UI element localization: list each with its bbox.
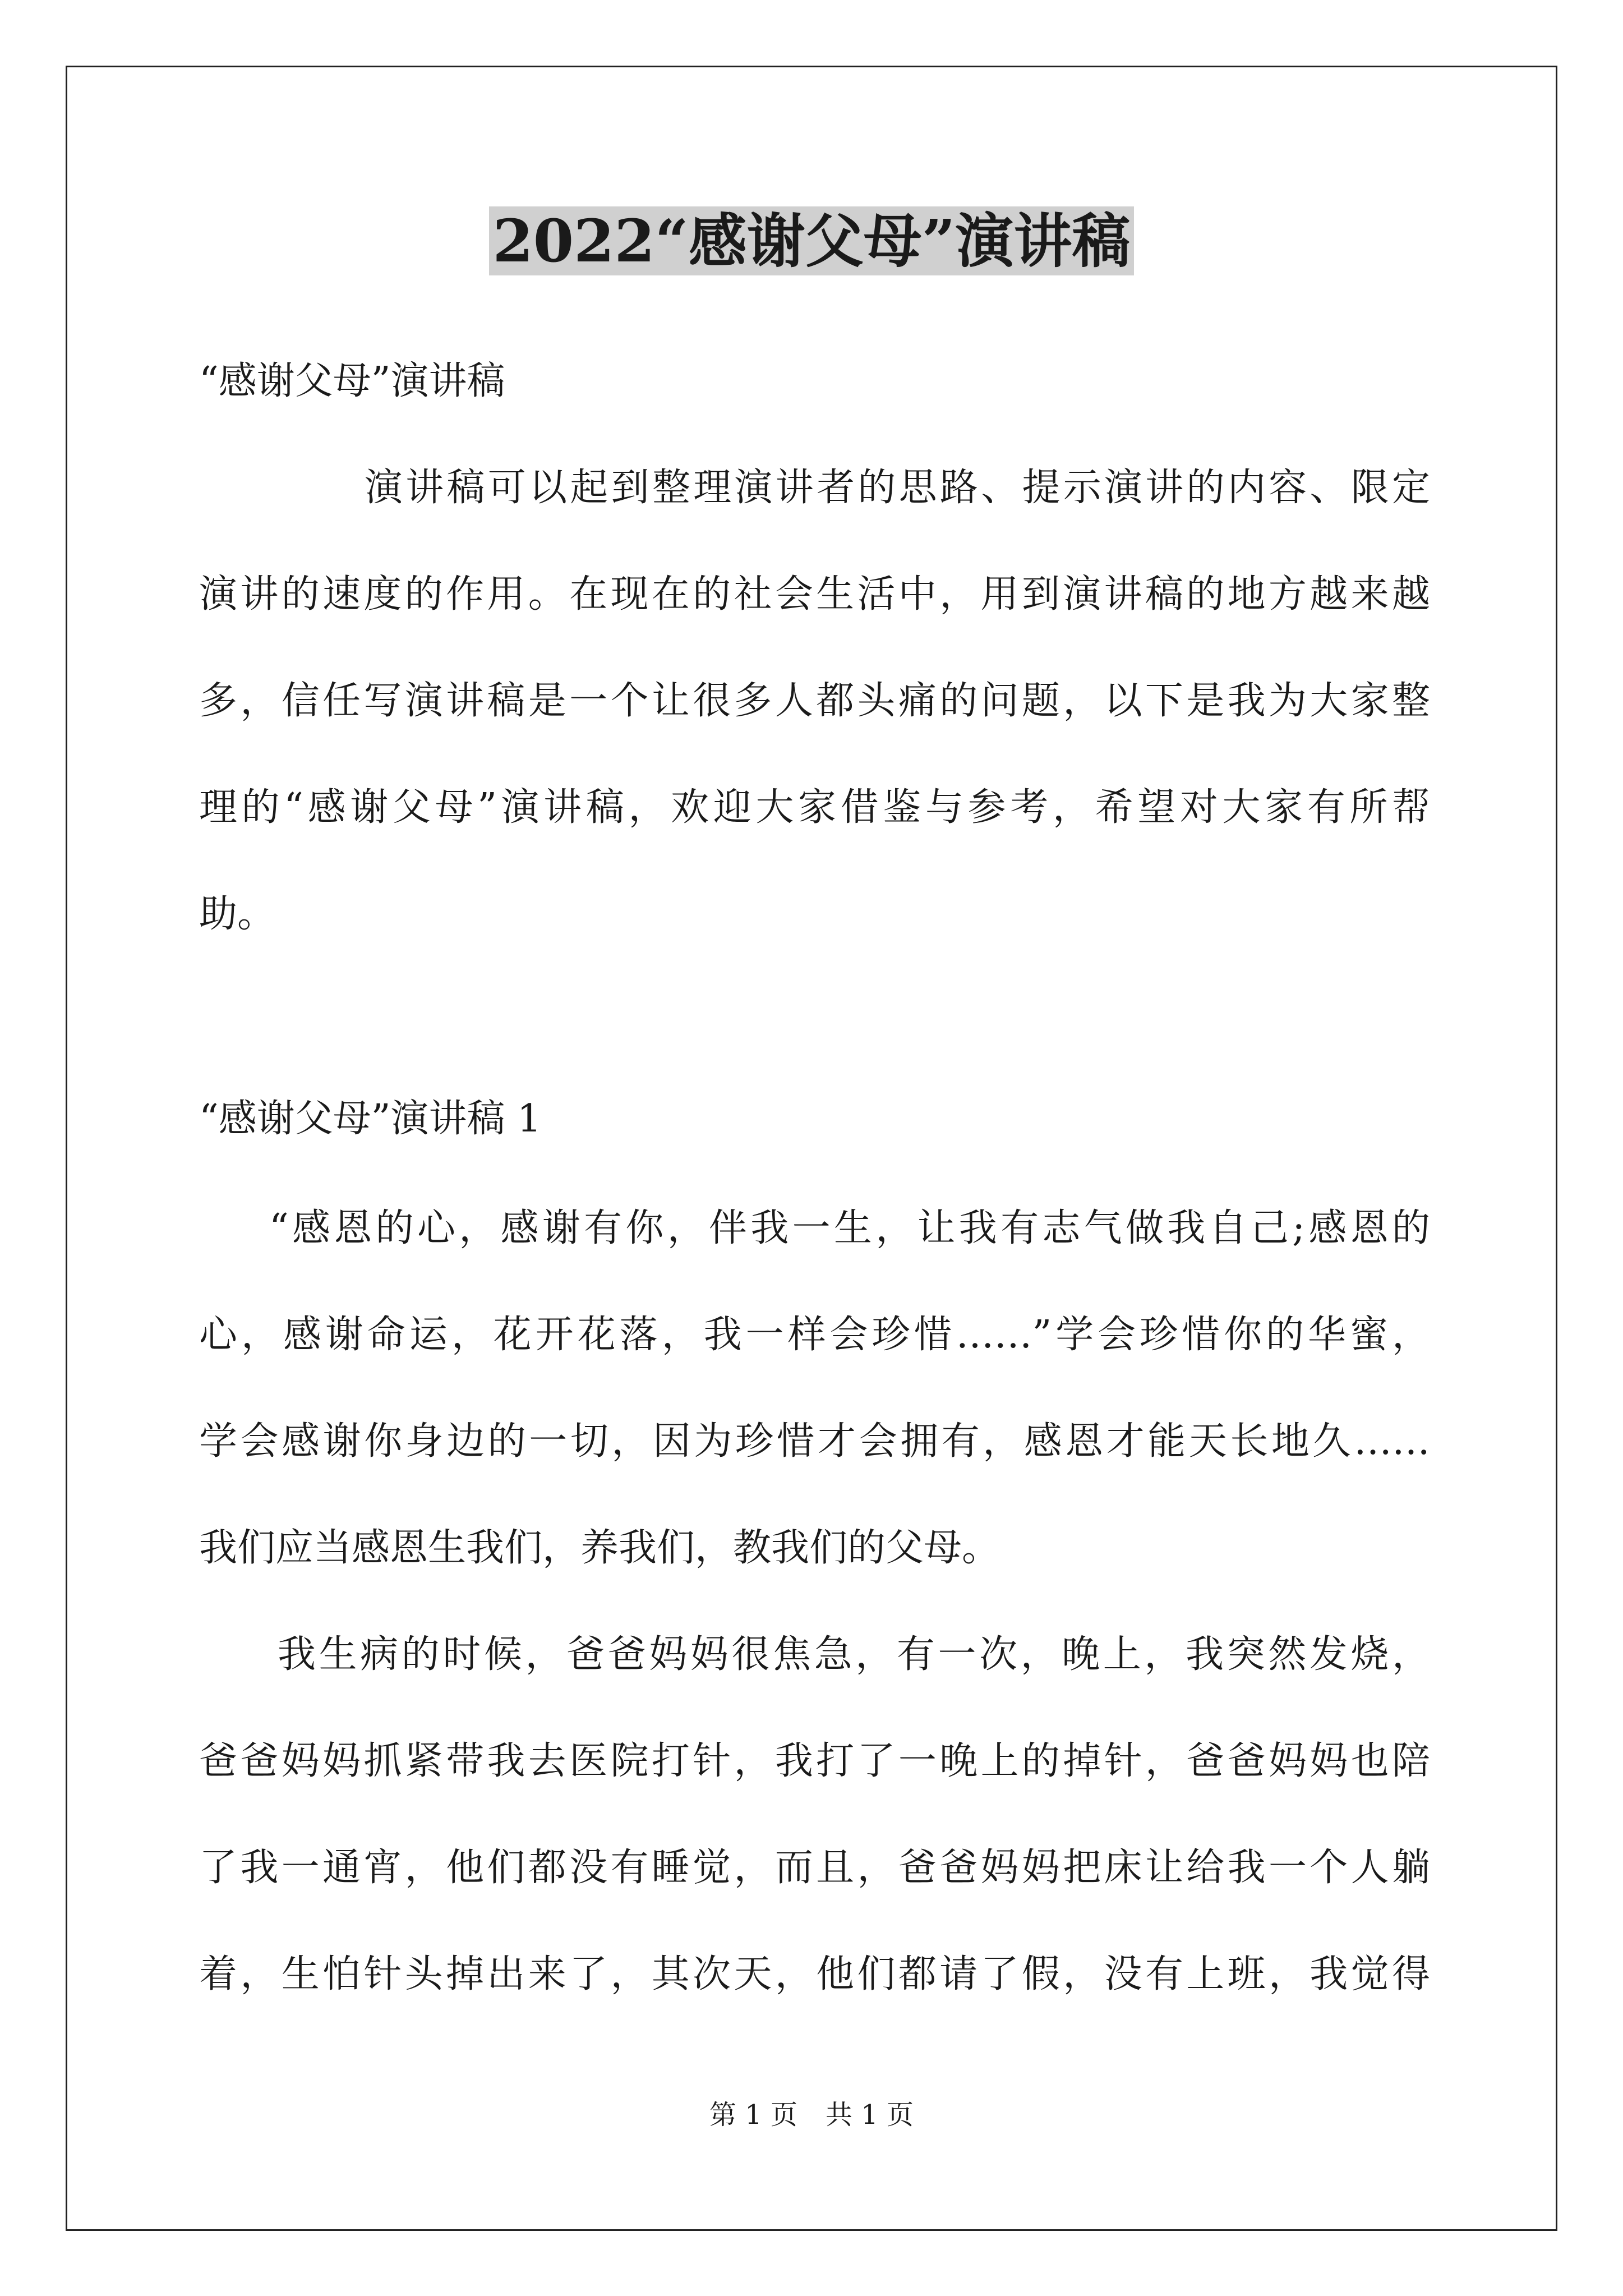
intro-line: 助。 xyxy=(199,892,276,936)
section-heading: “感谢父母”演讲稿 1 xyxy=(199,1097,542,1141)
paragraph-line: 了我一通宵，他们都没有睡觉，而且，爸爸妈妈把床让给我一个人躺 xyxy=(199,1846,1430,1890)
paragraph-line: 我生病的时候，爸爸妈妈很焦急，有一次，晚上，我突然发烧， xyxy=(278,1632,1430,1677)
intro-line: 演讲稿可以起到整理演讲者的思路、提示演讲的内容、限定 xyxy=(365,466,1430,510)
paragraph-line: “感恩的心，感谢有你，伴我一生，让我有志气做我自己;感恩的 xyxy=(269,1206,1430,1250)
paragraph-line: 我们应当感恩生我们，养我们，教我们的父母。 xyxy=(199,1526,1000,1570)
title-text: 2022“感谢父母”演讲稿 xyxy=(489,206,1133,275)
page-number: 第 1 页 xyxy=(709,2099,797,2131)
paragraph-line: 心，感谢命运，花开花落，我一样会珍惜……”学会珍惜你的华蜜， xyxy=(199,1313,1430,1357)
intro-line: 理的“感谢父母”演讲稿，欢迎大家借鉴与参考，希望对大家有所帮 xyxy=(199,785,1430,830)
page-footer xyxy=(0,2095,1623,2134)
paragraph-line: 着，生怕针头掉出来了，其次天，他们都请了假，没有上班，我觉得 xyxy=(199,1952,1430,1996)
intro-line: 多，信任写演讲稿是一个让很多人都头痛的问题，以下是我为大家整 xyxy=(199,679,1430,723)
page-total: 共 1 页 xyxy=(826,2099,914,2131)
paragraph-line: 学会感谢你身边的一切，因为珍惜才会拥有，感恩才能天长地久…… xyxy=(199,1419,1430,1464)
subtitle: “感谢父母”演讲稿 xyxy=(199,359,505,403)
paragraph-line: 爸爸妈妈抓紧带我去医院打针，我打了一晚上的掉针，爸爸妈妈也陪 xyxy=(199,1739,1430,1783)
document-title xyxy=(0,199,1623,283)
intro-line: 演讲的速度的作用。在现在的社会生活中，用到演讲稿的地方越来越 xyxy=(199,572,1430,616)
